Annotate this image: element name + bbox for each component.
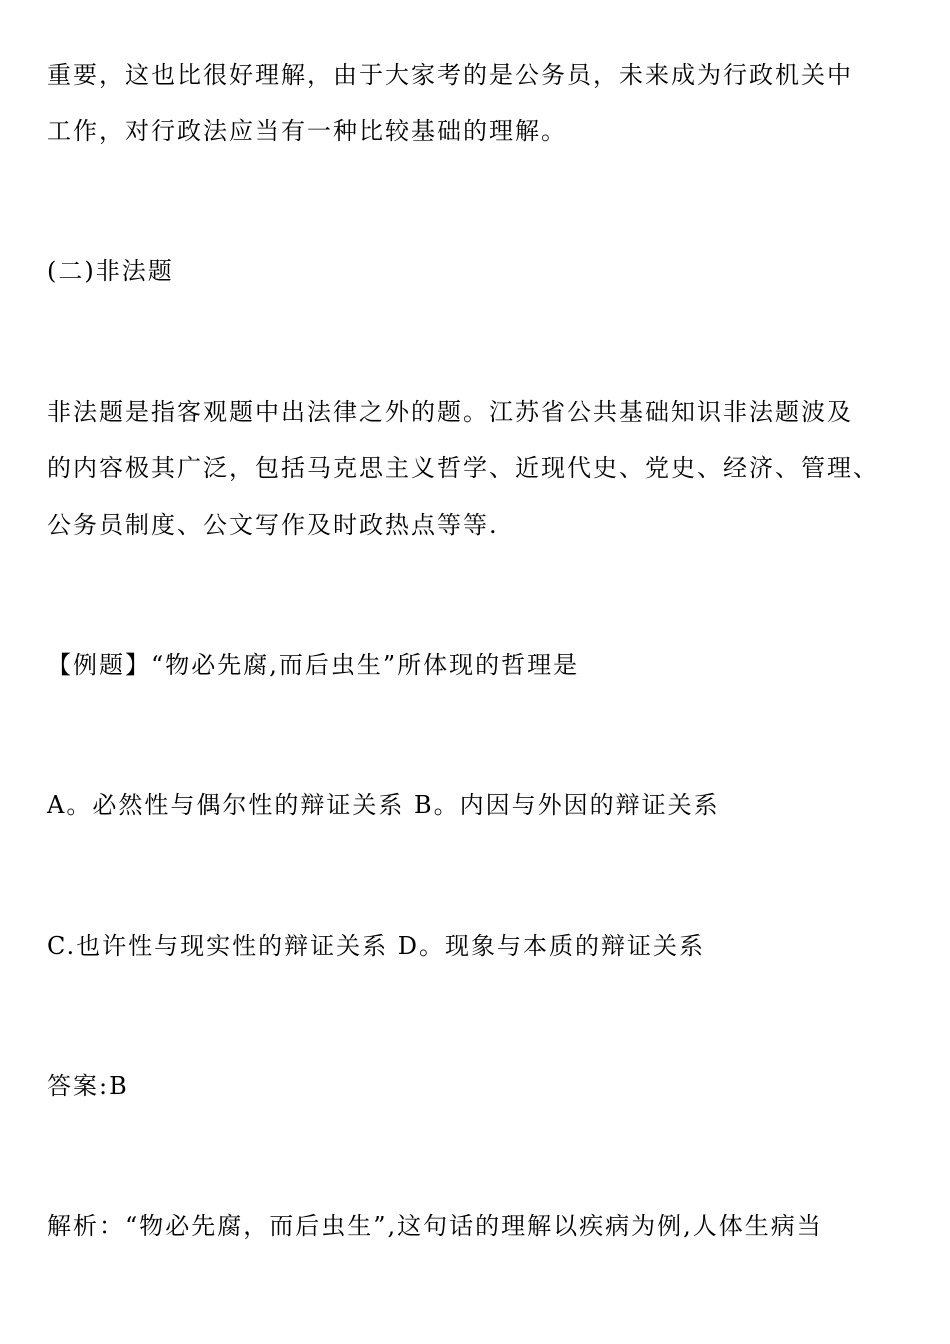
section-heading: (二)非法题 (47, 257, 174, 285)
example-question: 【例题】“物必先腐,而后虫生”所体现的哲理是 (47, 651, 580, 679)
example-options-line-2: C.也许性与现实性的辩证关系 D。现象与本质的辩证关系 (47, 932, 706, 960)
intro-line-1: 重要，这也比很好理解，由于大家考的是公务员，未来成为行政机关中 (47, 61, 853, 89)
intro-line-2: 工作，对行政法应当有一种比较基础的理解。 (47, 117, 567, 145)
example-options-line-1: A。必然性与偶尔性的辩证关系 B。内因与外因的辩证关系 (47, 791, 720, 819)
example-answer: 答案:B (47, 1072, 129, 1100)
definition-line-3: 公务员制度、公文写作及时政热点等等. (47, 511, 499, 539)
example-analysis: 解析：“物必先腐，而后虫生”,这句话的理解以疾病为例,人体生病当 (47, 1212, 823, 1240)
definition-line-1: 非法题是指客观题中出法律之外的题。江苏省公共基础知识非法题波及 (47, 398, 853, 426)
definition-line-2: 的内容极其广泛，包括马克思主义哲学、近现代史、党史、经济、管理、 (47, 454, 879, 482)
